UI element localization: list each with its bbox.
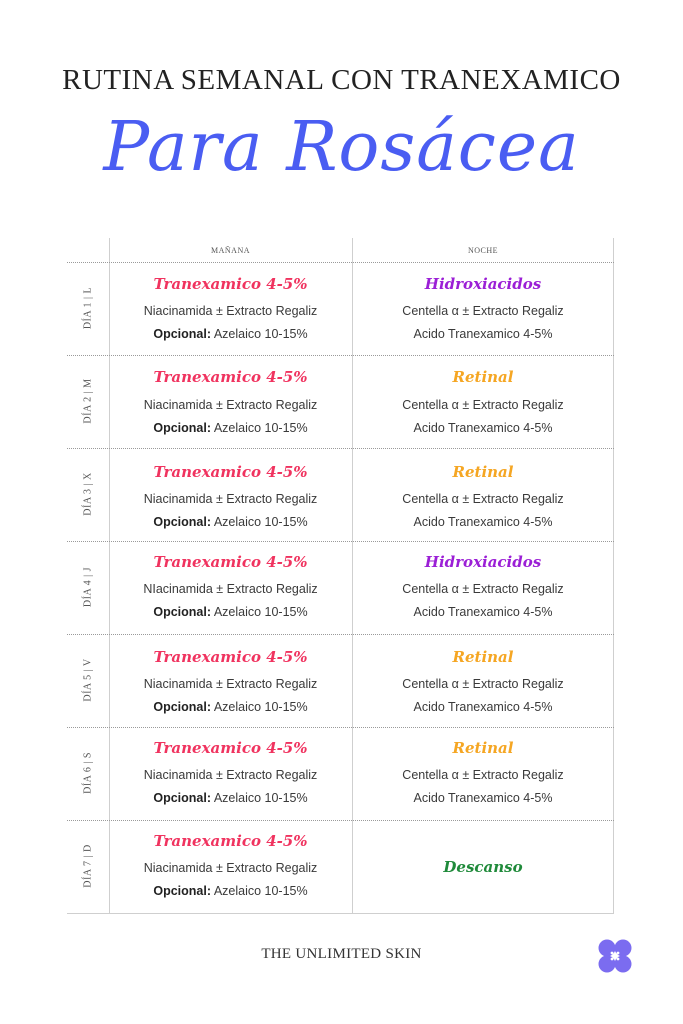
day-label-text: DÍA 1 | L bbox=[82, 286, 94, 330]
optional-value: Azelaico 10-15% bbox=[213, 327, 308, 341]
morning-cell bbox=[109, 355, 352, 448]
morning-heading: Tranexamico 4-5% bbox=[153, 739, 308, 757]
night-line: Acido Tranexamico 4-5% bbox=[413, 327, 553, 341]
morning-heading: Tranexamico 4-5% bbox=[153, 553, 308, 571]
morning-cell bbox=[109, 727, 352, 820]
table-row-day-4 bbox=[67, 541, 614, 634]
table-row-day-5 bbox=[67, 634, 614, 727]
table-row-day-3 bbox=[67, 448, 614, 541]
morning-line: Niacinamida ± Extracto Regaliz bbox=[143, 398, 318, 412]
optional-label: Opcional: bbox=[153, 884, 212, 898]
morning-cell bbox=[109, 262, 352, 355]
logo-dot bbox=[617, 952, 620, 955]
night-line: Centella α ± Extracto Regaliz bbox=[402, 398, 564, 412]
day-label-text: DÍA 6 | S bbox=[82, 752, 94, 794]
morning-cell bbox=[109, 820, 352, 913]
column-header-am: MAÑANA bbox=[211, 246, 250, 255]
day-label bbox=[67, 541, 109, 634]
table-row-day-2 bbox=[67, 355, 614, 448]
optional-value: Azelaico 10-15% bbox=[213, 700, 308, 714]
logo-dot bbox=[611, 958, 614, 961]
optional-value: Azelaico 10-15% bbox=[213, 884, 308, 898]
night-line: Centella α ± Extracto Regaliz bbox=[402, 492, 564, 506]
night-cell bbox=[352, 448, 614, 541]
morning-line: Niacinamida ± Extracto Regaliz bbox=[143, 861, 318, 875]
optional-label: Opcional: bbox=[153, 605, 212, 619]
night-line: Acido Tranexamico 4-5% bbox=[413, 791, 553, 805]
optional-label: Opcional: bbox=[153, 515, 212, 529]
morning-cell bbox=[109, 634, 352, 727]
day-label-text: DÍA 3 | X bbox=[82, 472, 94, 516]
night-heading: Hidroxiacidos bbox=[424, 275, 542, 293]
night-line: Centella α ± Extracto Regaliz bbox=[402, 768, 564, 782]
optional-value: Azelaico 10-15% bbox=[213, 605, 308, 619]
morning-heading: Tranexamico 4-5% bbox=[153, 275, 308, 293]
morning-heading: Tranexamico 4-5% bbox=[153, 648, 308, 666]
morning-line: NIacinamida ± Extracto Regaliz bbox=[143, 582, 318, 596]
night-cell bbox=[352, 727, 614, 820]
night-line: Centella α ± Extracto Regaliz bbox=[402, 582, 564, 596]
logo-dot bbox=[611, 952, 614, 955]
optional-label: Opcional: bbox=[153, 421, 212, 435]
night-line: Acido Tranexamico 4-5% bbox=[413, 700, 553, 714]
night-cell bbox=[352, 820, 614, 913]
night-line: Acido Tranexamico 4-5% bbox=[413, 421, 553, 435]
night-line: Centella α ± Extracto Regaliz bbox=[402, 677, 564, 691]
night-heading: Retinal bbox=[452, 739, 514, 757]
morning-optional bbox=[109, 700, 352, 714]
night-cell bbox=[352, 262, 614, 355]
day-label-text: DÍA 2 | M bbox=[82, 378, 94, 424]
day-label-text: DÍA 4 | J bbox=[82, 566, 94, 608]
morning-optional bbox=[109, 327, 352, 341]
morning-optional bbox=[109, 884, 352, 898]
table-row-day-6 bbox=[67, 727, 614, 820]
table-row-day-7 bbox=[67, 820, 614, 913]
optional-value: Azelaico 10-15% bbox=[213, 515, 308, 529]
day-label bbox=[67, 355, 109, 448]
night-heading: Descanso bbox=[443, 858, 523, 876]
morning-line: Niacinamida ± Extracto Regaliz bbox=[143, 677, 318, 691]
optional-label: Opcional: bbox=[153, 700, 212, 714]
morning-heading: Tranexamico 4-5% bbox=[153, 832, 308, 850]
morning-optional bbox=[109, 605, 352, 619]
morning-line: Niacinamida ± Extracto Regaliz bbox=[143, 768, 318, 782]
optional-label: Opcional: bbox=[153, 791, 212, 805]
night-line: Centella α ± Extracto Regaliz bbox=[402, 304, 564, 318]
logo-dot bbox=[617, 958, 620, 961]
day-label-text: DÍA 5 | V bbox=[82, 658, 94, 702]
table-bottom-border bbox=[67, 913, 614, 914]
morning-cell bbox=[109, 448, 352, 541]
morning-optional bbox=[109, 515, 352, 529]
brand-footer: THE UNLIMITED SKIN bbox=[261, 946, 422, 962]
night-line: Acido Tranexamico 4-5% bbox=[413, 605, 553, 619]
morning-optional bbox=[109, 421, 352, 435]
morning-cell bbox=[109, 541, 352, 634]
day-label bbox=[67, 448, 109, 541]
page-title: RUTINA SEMANAL CON TRANEXAMICO bbox=[62, 64, 621, 96]
optional-label: Opcional: bbox=[153, 327, 212, 341]
day-label bbox=[67, 634, 109, 727]
optional-value: Azelaico 10-15% bbox=[213, 791, 308, 805]
night-cell bbox=[352, 355, 614, 448]
morning-heading: Tranexamico 4-5% bbox=[153, 368, 308, 386]
night-line: Acido Tranexamico 4-5% bbox=[413, 515, 553, 529]
night-heading: Hidroxiacidos bbox=[424, 553, 542, 571]
optional-value: Azelaico 10-15% bbox=[213, 421, 308, 435]
page-subtitle: Para Rosácea bbox=[103, 108, 580, 187]
morning-optional bbox=[109, 791, 352, 805]
night-heading: Retinal bbox=[452, 368, 514, 386]
column-header-pm: NOCHE bbox=[467, 246, 499, 255]
morning-line: Niacinamida ± Extracto Regaliz bbox=[143, 304, 318, 318]
day-label bbox=[67, 820, 109, 913]
night-cell bbox=[352, 541, 614, 634]
day-label bbox=[67, 262, 109, 355]
night-cell bbox=[352, 634, 614, 727]
table-row-day-1 bbox=[67, 262, 614, 355]
four-petal-flower-icon bbox=[597, 938, 633, 974]
night-heading: Retinal bbox=[452, 648, 514, 666]
weekly-routine-table bbox=[67, 238, 614, 914]
morning-heading: Tranexamico 4-5% bbox=[153, 463, 308, 481]
day-label-text: DÍA 7 | D bbox=[82, 844, 94, 888]
night-heading: Retinal bbox=[452, 463, 514, 481]
morning-line: Niacinamida ± Extracto Regaliz bbox=[143, 492, 318, 506]
day-label bbox=[67, 727, 109, 820]
